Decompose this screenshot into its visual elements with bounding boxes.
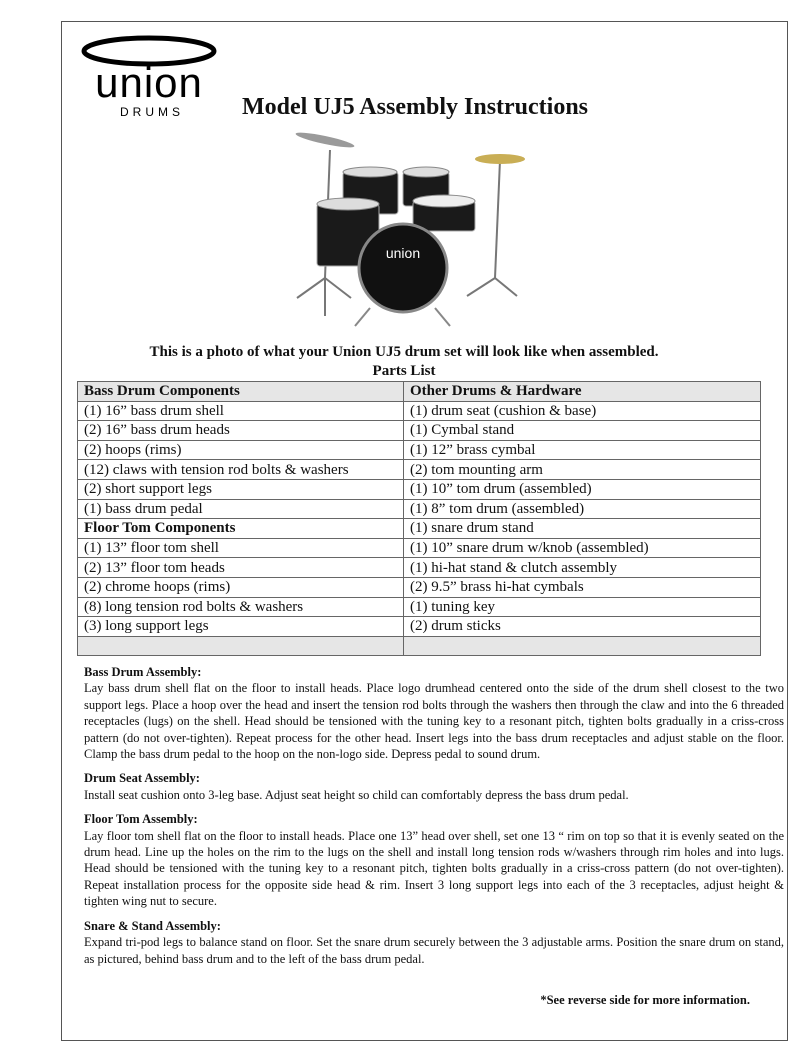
table-cell: (2) chrome hoops (rims) (78, 577, 404, 597)
table-row (78, 421, 761, 441)
table-cell: (1) drum seat (cushion & base) (404, 401, 761, 421)
header-other-drums-hardware: Other Drums & Hardware (404, 382, 761, 402)
floor-tom-assembly-text: Lay floor tom shell flat on the floor to install heads. Place one 13” head over shell, set one 13 “ rim on top so that it is evenly seated on the drum head. Line up the holes on the rim to the lugs on the shell and install long tension rods w/washers through rim holes and into lugs. Head should be tensioned with the tuning key to a resonant pitch, tighten bolts gradually in a criss-cross pattern (do not over-tighten). Repeat installation process for the opposite side head & rim. Insert 3 long support legs into each of the 3 receptacles, adjust height & tighten wing nut to secure. (84, 828, 784, 909)
bass-drum-logo: union (385, 245, 421, 261)
crash-cymbal-left (295, 130, 355, 150)
drum-seat-assembly-heading: Drum Seat Assembly: (84, 771, 200, 786)
page-title: Model UJ5 Assembly Instructions (242, 94, 589, 120)
footer-note: *See reverse side for more information. (540, 993, 750, 1007)
table-cell: (1) 10” snare drum w/knob (assembled) (404, 538, 761, 558)
table-row (78, 460, 761, 480)
table-cell: (1) Cymbal stand (404, 421, 761, 441)
table-empty-row (78, 636, 761, 656)
table-row (78, 597, 761, 617)
table-cell: (1) 12” brass cymbal (404, 440, 761, 460)
table-header-row (78, 382, 761, 402)
table-cell: (2) 16” bass drum heads (78, 421, 404, 441)
parts-table (77, 381, 761, 656)
table-cell: (1) tuning key (404, 597, 761, 617)
table-row (78, 401, 761, 421)
header-bass-drum-components: Bass Drum Components (78, 382, 404, 402)
table-cell: (2) tom mounting arm (404, 460, 761, 480)
union-drums-logo (80, 34, 218, 120)
table-cell: (1) 8” tom drum (assembled) (404, 499, 761, 519)
table-cell: (2) drum sticks (404, 617, 761, 637)
table-cell: (8) long tension rod bolts & washers (78, 597, 404, 617)
hi-hat-cymbal (475, 154, 525, 164)
table-row (78, 538, 761, 558)
table-cell: (2) 13” floor tom heads (78, 558, 404, 578)
table-cell: (2) hoops (rims) (78, 440, 404, 460)
drum-seat-assembly-text: Install seat cushion onto 3-leg base. Adjust seat height so child can comfortably depress the bass drum pedal. (84, 787, 629, 802)
table-cell: (1) snare drum stand (404, 519, 761, 539)
table-cell-empty (404, 636, 761, 656)
table-cell: (12) claws with tension rod bolts & washers (78, 460, 404, 480)
table-cell: (1) 16” bass drum shell (78, 401, 404, 421)
table-row (78, 499, 761, 519)
logo-wordmark: union (95, 59, 203, 106)
table-cell: (1) hi-hat stand & clutch assembly (404, 558, 761, 578)
floor-tom-components-heading: Floor Tom Components (78, 519, 404, 539)
table-row (78, 577, 761, 597)
table-row (78, 558, 761, 578)
drum-set-photo (285, 128, 525, 330)
table-row (78, 440, 761, 460)
floor-tom-assembly-heading: Floor Tom Assembly: (84, 812, 198, 827)
parts-list-title: Parts List (372, 363, 436, 379)
table-row (78, 617, 761, 637)
snare-stand-assembly-text: Expand tri-pod legs to balance stand on floor. Set the snare drum securely between the 3 adjustable arms. Position the snare drum on stand, as pictured, behind bass drum and to the left of the bass drum pedal. (84, 935, 784, 966)
photo-caption: This is a photo of what your Union UJ5 drum set will look like when assembled. (149, 344, 659, 360)
table-cell-empty (78, 636, 404, 656)
bass-drum-assembly-text: Lay bass drum shell flat on the floor to install heads. Place logo drumhead centered onto the side of the drum shell closest to the two support legs. Place a hoop over the head and insert the tension rod bolts through the washers then through the claw and into the 6 threaded receptacles (lugs) on the shell. Head should be tensioned with the tuning key to a resonant pitch, tighten bolts gradually in a criss-cross pattern (do not over-tighten). Repeat process for the other head. Insert legs into the bass drum receptacles and adjust stable on the floor. Clamp the bass drum pedal to the hoop on the non-logo side. Depress pedal to sound drum. (84, 681, 784, 762)
bass-drum-assembly-heading: Bass Drum Assembly: (84, 665, 202, 679)
table-row (78, 479, 761, 499)
table-cell: (1) bass drum pedal (78, 499, 404, 519)
table-cell: (2) 9.5” brass hi-hat cymbals (404, 577, 761, 597)
table-cell: (1) 13” floor tom shell (78, 538, 404, 558)
table-cell: (3) long support legs (78, 617, 404, 637)
table-cell: (1) 10” tom drum (assembled) (404, 479, 761, 499)
assembly-instructions (84, 664, 784, 975)
logo-subtext: DRUMS (120, 105, 184, 119)
snare-stand-assembly-heading: Snare & Stand Assembly: (84, 918, 221, 933)
table-row (78, 519, 761, 539)
table-cell: (2) short support legs (78, 479, 404, 499)
